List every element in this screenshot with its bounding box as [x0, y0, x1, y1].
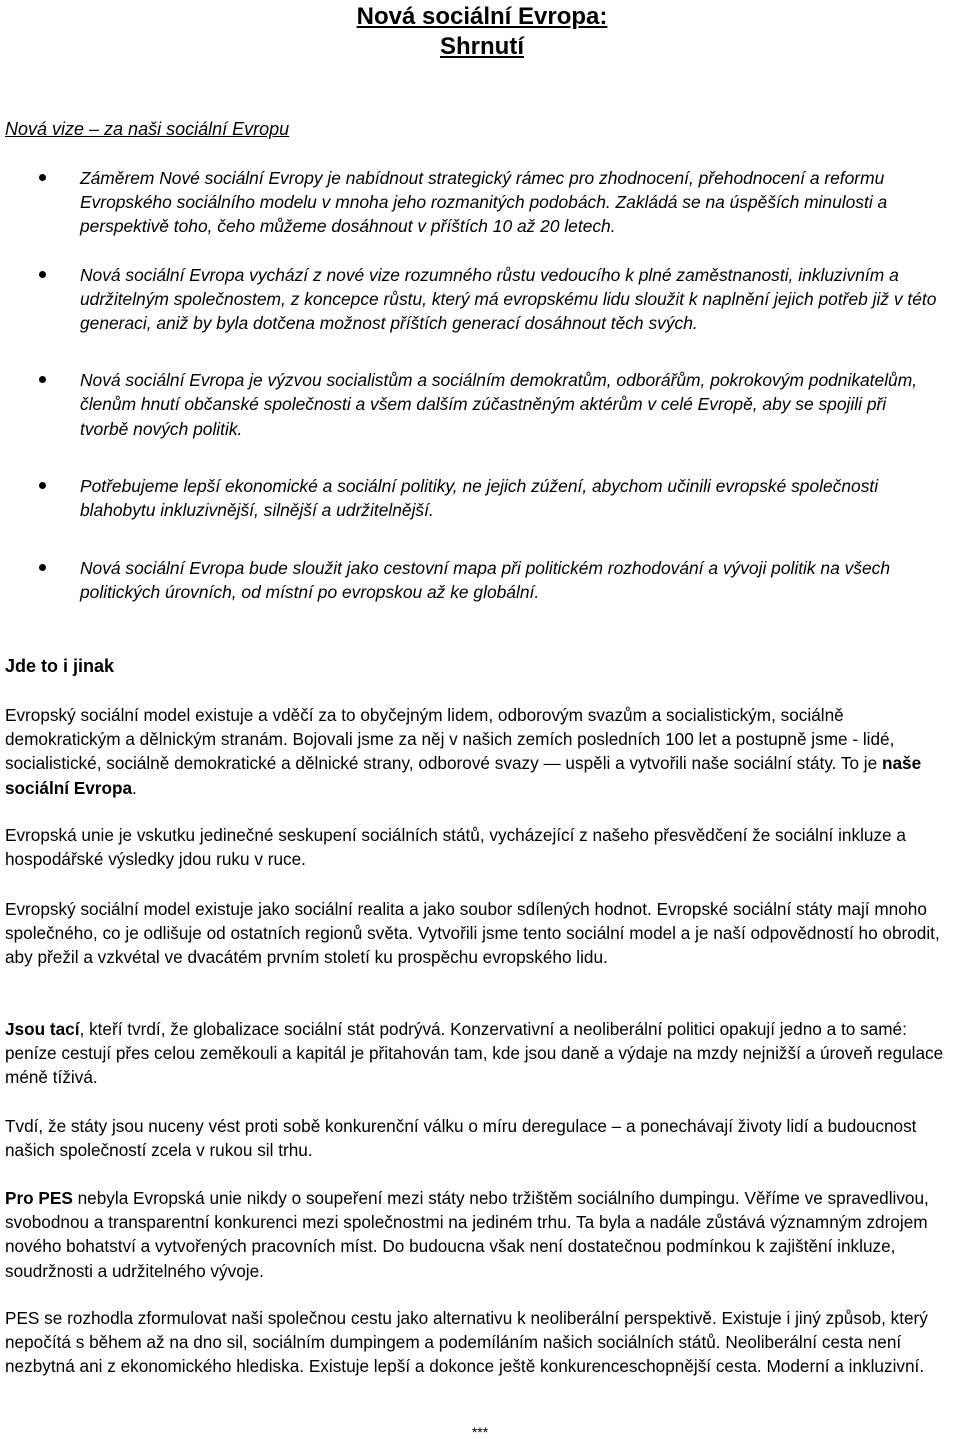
paragraph-7: PES se rozhodla zformulovat naši společnou cestu jako alternativu k neoliberální perspektivě. Existuje i jiný způsob, který nepočítá s během až na dno sil, sociálním dumpingem a podemíláním našich sociálních států. Neoliberální cesta není nezbytná ani z ekonomického hlediska. Existuje lepší a dokonce ještě konkurenceschopnější cesta. Moderní a inkluzivní. — [5, 1308, 928, 1377]
title-line-2: Shrnutí — [440, 33, 524, 60]
list-item — [0, 556, 960, 604]
paragraph-1-text: Evropský sociální model existuje a vděčí za to obyčejným lidem, odborovým svazům a socialistickým, sociálně demokratickým a dělnickým stranám. Bojovali jsme za něj v našich zemích posledních 100 let a postupně jsme - lidé, socialistické, sociálně demokratické a dělnické strany, odborové svazy — uspěli a vytvořili naše sociální státy. To je — [5, 705, 895, 774]
list-item — [0, 368, 960, 441]
title-line-1: Nová sociální Evropa: — [356, 3, 608, 30]
paragraph-4-text: , kteří tvrdí, že globalizace sociální stát podrývá. Konzervativní a neoliberální politici opakují jedno a to samé: peníze cestují přes celou zeměkouli a kapitál je přitahován tam, kde jsou daně a výdaje na mzdy nejnižší a úroveň regulace méně tíživá. — [5, 1019, 944, 1088]
page-title — [4, 0, 960, 62]
bullet-dot-icon — [39, 174, 46, 181]
bullet-text: Nová sociální Evropa bude sloužit jako cestovní mapa při politickém rozhodování a vývoji politik na všech politických úrovních, od místní po evropskou až ke globální. — [80, 558, 891, 603]
bullet-text: Potřebujeme lepší ekonomické a sociální politiky, ne jejich zúžení, abychom učinili evropské společnosti blahobytu inkluzivnější, silnější a udržitelnější. — [80, 475, 879, 521]
bullet-dot-icon — [39, 376, 46, 383]
paragraph-1 — [5, 703, 950, 800]
paragraph-6 — [5, 1186, 950, 1283]
bullet-dot-icon — [39, 271, 46, 278]
paragraph-3: Evropský sociální model existuje jako sociální realita a jako soubor sdílených hodnot. Evropské sociální státy mají mnoho společného, co je odlišuje od ostatních regionů světa. Vytvořili jsme tento sociální model a je naší odpovědností ho obrodit, aby přežil a vzkvétal ve dvacátém prvním století ku prospěchu evropského lidu. — [5, 899, 940, 968]
paragraph-1-bold: naše sociální Evropa — [5, 753, 922, 798]
paragraph-5: Tvdí, že státy jsou nuceny vést proti sobě konkurenční válku o míru deregulace – a ponechávají životy lidí a budoucnost našich společností zcela v rukou sil trhu. — [5, 1116, 917, 1161]
bullet-list — [0, 166, 960, 605]
section-heading-alternative: Jde to i jinak — [5, 656, 115, 676]
section-separator: *** — [471, 1424, 489, 1440]
list-item — [0, 166, 960, 239]
list-item — [0, 263, 960, 336]
list-item — [0, 474, 960, 522]
bullet-text: Záměrem Nové sociální Evropy je nabídnout strategický rámec pro zhodnocení, přehodnocení a reformu Evropského sociálního modelu v mnoha jeho rozmanitých podobách. Zakládá se na úspěších minulosti a perspektivě toho, čeho můžeme dosáhnout v příštích 10 až 20 letech. — [80, 168, 888, 237]
bullet-text: Nová sociální Evropa vychází z nové vize rozumného růstu vedoucího k plné zaměstnanosti, inkluzivním a udržitelným společnostem, z koncepce růstu, který má evropskému lidu sloužit k naplnění jejich potřeb již v této generaci, aniž by byla dotčena možnost příštích generací dosáhnout těch svých. — [80, 264, 937, 334]
section-heading-vision: Nová vize – za naši sociální Evropu — [5, 119, 290, 139]
bullet-text: Nová sociální Evropa je výzvou socialistům a sociálním demokratům, odborářům, pokrokovým podnikatelům, členům hnutí občanské společnosti a všem dalším zúčastněným aktérům v celé Evropě, aby se spojili při tvorbě nových politik. — [80, 370, 918, 439]
paragraph-4 — [5, 1017, 950, 1090]
paragraph-1-end: . — [132, 777, 137, 798]
bullet-dot-icon — [39, 482, 46, 489]
paragraph-6-text: nebyla Evropská unie nikdy o soupeření mezi státy nebo tržištěm sociálního dumpingu. Věříme ve spravedlivou, svobodnou a transparentní konkurenci mezi společnostmi na jediném trhu. Ta byla a nadále zůstává významným zdrojem nového bohatství a vytvořených pracovních míst. Do budoucna však není dostatečnou podmínkou k zajištění inkluze, soudržnosti a udržitelného vývoje. — [5, 1188, 929, 1281]
paragraph-2: Evropská unie je vskutku jedinečné seskupení sociálních států, vycházející z našeho přesvědčení že sociální inkluze a hospodářské výsledky jdou ruku v ruce. — [5, 825, 906, 870]
bullet-dot-icon — [39, 564, 46, 571]
paragraph-4-bold: Jsou tací — [5, 1019, 80, 1039]
paragraph-6-bold: Pro PES — [5, 1188, 73, 1208]
